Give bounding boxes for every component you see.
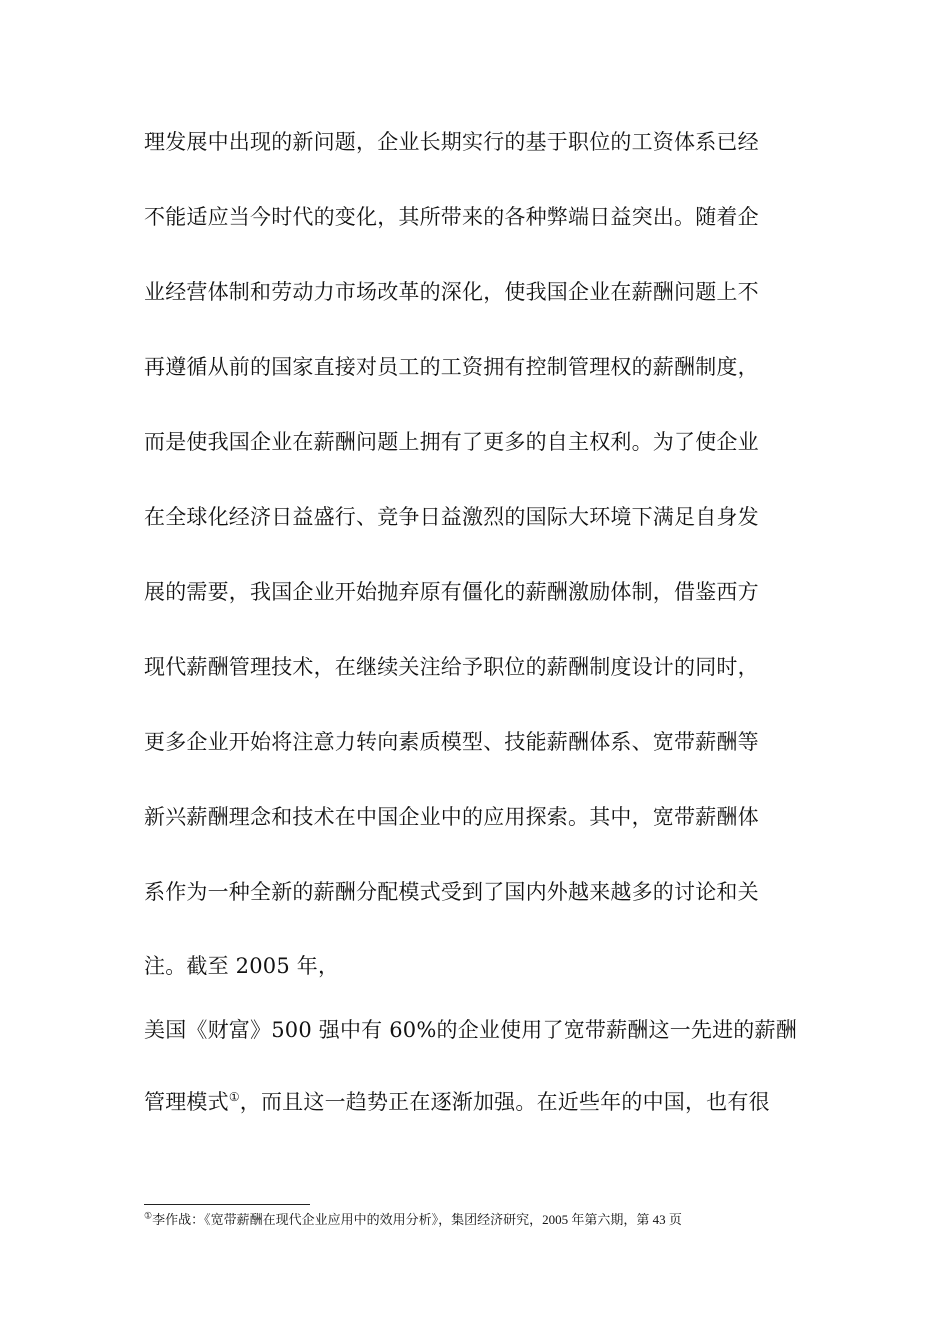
body-line-14-start: 管理模式 bbox=[144, 1090, 229, 1114]
body-line-3: 业经营体制和劳动力市场改革的深化，使我国企业在薪酬问题上不 bbox=[144, 280, 759, 304]
footnote-text: 李作战：《宽带薪酬在现代企业应用中的效用分析》，集团经济研究，2005 年第六期，第 43 页 bbox=[152, 1212, 682, 1227]
body-line-10: 新兴薪酬理念和技术在中国企业中的应用探索。其中，宽带薪酬体 bbox=[144, 805, 759, 829]
body-line-2: 不能适应当今时代的变化，其所带来的各种弊端日益突出。随着企 bbox=[144, 205, 759, 229]
footnote bbox=[144, 1211, 824, 1229]
body-line-14-end: ，而且这一趋势正在逐渐加强。在近些年的中国，也有很 bbox=[239, 1090, 770, 1114]
body-line-6: 在全球化经济日益盛行、竞争日益激烈的国际大环境下满足自身发 bbox=[144, 505, 759, 529]
body-line-5: 而是使我国企业在薪酬问题上拥有了更多的自主权利。为了使企业 bbox=[144, 430, 759, 454]
body-line-9: 更多企业开始将注意力转向素质模型、技能薪酬体系、宽带薪酬等 bbox=[144, 730, 759, 754]
body-line-8: 现代薪酬管理技术，在继续关注给予职位的薪酬制度设计的同时， bbox=[144, 655, 759, 679]
body-line-12: 注。截至 2005 年， bbox=[144, 954, 340, 978]
body-line-7: 展的需要，我国企业开始抛弃原有僵化的薪酬激励体制，借鉴西方 bbox=[144, 580, 759, 604]
body-line-11: 系作为一种全新的薪酬分配模式受到了国内外越来越多的讨论和关 bbox=[144, 880, 759, 904]
footnote-reference-mark: ① bbox=[228, 1090, 240, 1104]
footnote-marker: ① bbox=[144, 1210, 153, 1221]
body-line-14 bbox=[144, 1088, 814, 1116]
body-line-13: 美国《财富》500 强中有 60%的企业使用了宽带薪酬这一先进的薪酬 bbox=[144, 1018, 797, 1042]
footnote-separator bbox=[144, 1204, 310, 1205]
body-line-1: 理发展中出现的新问题，企业长期实行的基于职位的工资体系已经 bbox=[144, 130, 759, 154]
body-line-4: 再遵循从前的国家直接对员工的工资拥有控制管理权的薪酬制度， bbox=[144, 355, 759, 379]
